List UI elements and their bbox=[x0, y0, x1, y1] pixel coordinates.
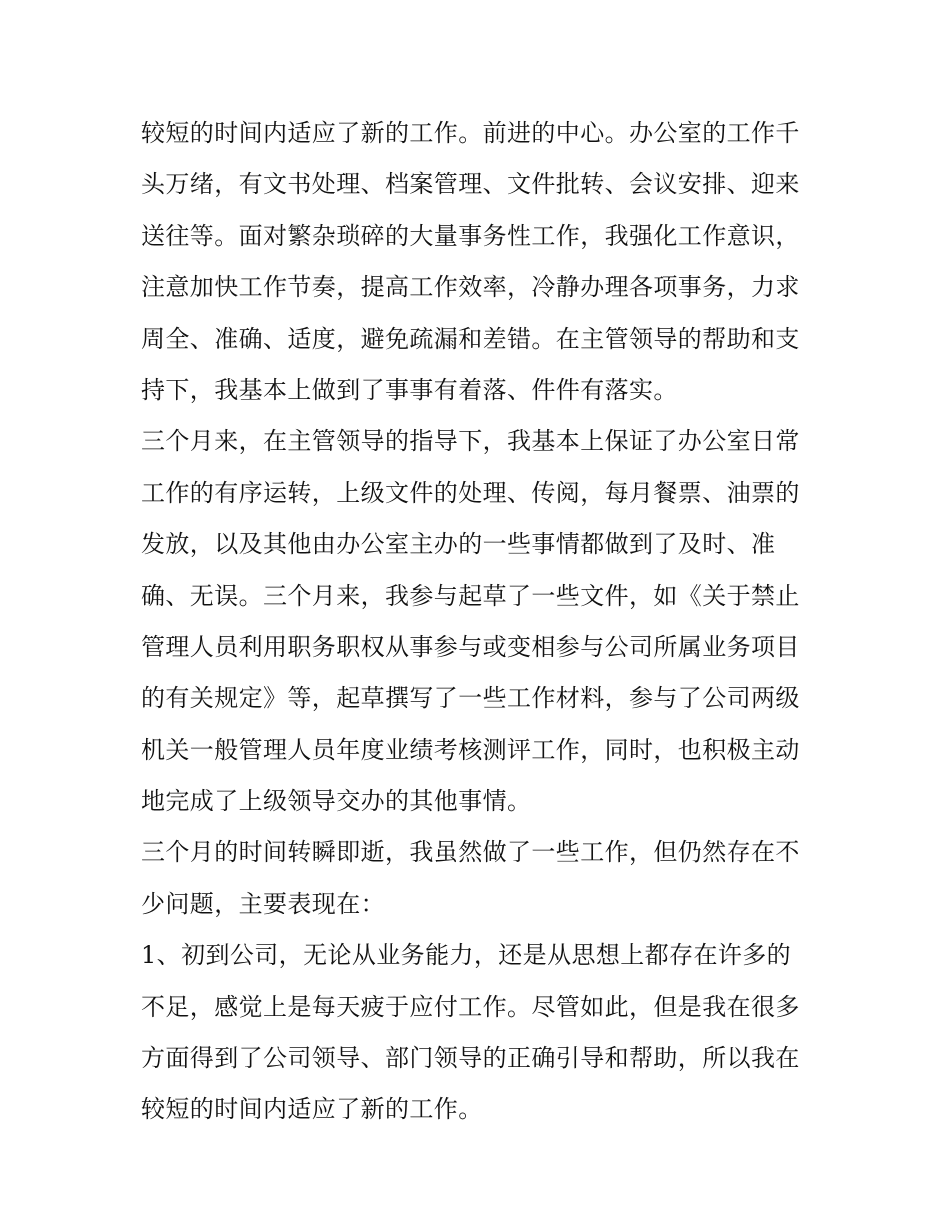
text-line: 地完成了上级领导交办的其他事情。 bbox=[141, 787, 532, 816]
text-line: 1、初到公司，无论从业务能力，还是从思想上都存在许多的 bbox=[141, 941, 792, 970]
text-line: 确、无误。三个月来，我参与起草了一些文件，如《关于禁止 bbox=[141, 581, 800, 610]
text-line: 三个月来，在主管领导的指导下，我基本上保证了办公室日常 bbox=[141, 427, 800, 456]
text-line: 注意加快工作节奏，提高工作效率，冷静办理各项事务，力求 bbox=[141, 273, 800, 302]
text-line: 的有关规定》等，起草撰写了一些工作材料，参与了公司两级 bbox=[141, 684, 800, 713]
text-line: 管理人员利用职务职权从事参与或变相参与公司所属业务项目 bbox=[141, 632, 800, 661]
text-line: 不足，感觉上是每天疲于应付工作。尽管如此，但是我在很多 bbox=[141, 992, 800, 1021]
text-line: 少问题，主要表现在： bbox=[141, 889, 385, 918]
text-line: 较短的时间内适应了新的工作。 bbox=[141, 1095, 483, 1124]
text-line: 发放，以及其他由办公室主办的一些事情都做到了及时、准 bbox=[141, 530, 776, 559]
text-line: 头万绪，有文书处理、档案管理、文件批转、会议安排、迎来 bbox=[141, 170, 800, 199]
text-line: 送往等。面对繁杂琐碎的大量事务性工作，我强化工作意识， bbox=[141, 221, 800, 250]
text-line: 周全、准确、适度，避免疏漏和差错。在主管领导的帮助和支 bbox=[141, 324, 800, 353]
text-line: 机关一般管理人员年度业绩考核测评工作，同时，也积极主动 bbox=[141, 735, 800, 764]
text-line: 方面得到了公司领导、部门领导的正确引导和帮助，所以我在 bbox=[141, 1044, 800, 1073]
text-line: 较短的时间内适应了新的工作。前进的中心。办公室的工作千 bbox=[141, 119, 800, 147]
body-text bbox=[141, 108, 821, 1136]
text-line: 持下，我基本上做到了事事有着落、件件有落实。 bbox=[141, 375, 678, 404]
text-line: 三个月的时间转瞬即逝，我虽然做了一些工作，但仍然存在不 bbox=[141, 838, 800, 867]
text-line: 工作的有序运转，上级文件的处理、传阅，每月餐票、油票的 bbox=[141, 478, 800, 507]
